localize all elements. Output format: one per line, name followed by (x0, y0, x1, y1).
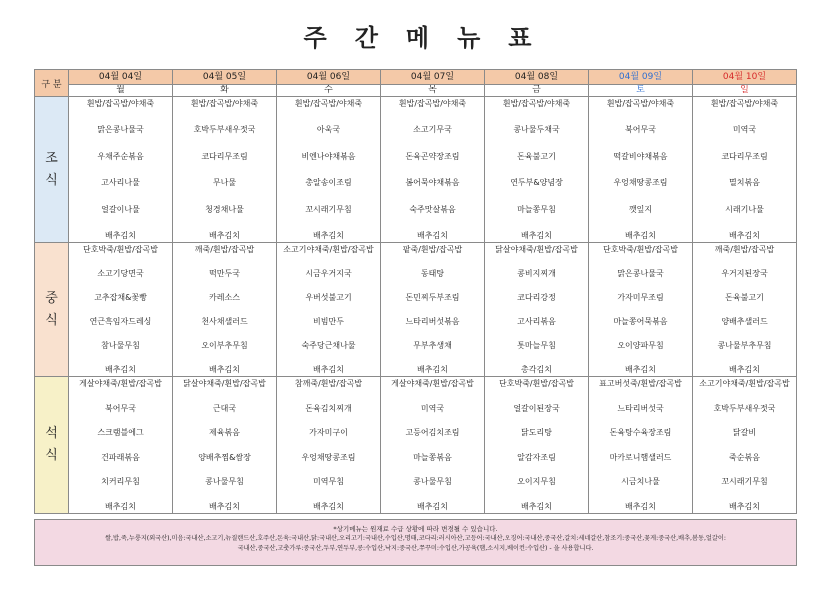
lunch-cell-thu (381, 243, 485, 377)
date-wed: 04월 06일 (277, 70, 381, 85)
menu-item: 떡갈비야채볶음 (613, 151, 668, 161)
menu-item: 호박두부새우젓국 (193, 125, 256, 135)
menu-item: 돈민찌두부조림 (405, 293, 460, 302)
dinner-cell-wed (277, 377, 381, 514)
menu-item: 치커리무침 (101, 477, 140, 487)
menu-item: 미역국 (732, 125, 757, 135)
menu-item: 단호박죽/흰밥/잡곡밥 (499, 379, 574, 388)
breakfast-cell-tue (173, 97, 277, 243)
menu-item: 배추김치 (417, 501, 448, 511)
dinner-cell-mon (69, 377, 173, 514)
menu-item: 무부추생채 (413, 341, 452, 350)
menu-item: 돈육김치찌개 (305, 403, 352, 413)
date-tue: 04월 05일 (173, 70, 277, 85)
menu-item: 카레소스 (209, 293, 240, 302)
lunch-row (35, 243, 797, 377)
lunch-label: 중 식 (35, 243, 69, 377)
menu-item: 연두부&양념장 (510, 178, 563, 188)
menu-item: 마늘쫑어묵볶음 (613, 317, 668, 326)
menu-item: 청경채나물 (205, 204, 244, 214)
day-sat: 토 (589, 85, 693, 97)
menu-item: 오이지무침 (517, 477, 556, 487)
menu-item: 소고기야채죽/흰밥/잡곡밥 (283, 245, 374, 254)
menu-item-list (485, 377, 588, 513)
menu-item: 흰밥/잡곡밥/야채죽 (710, 99, 779, 108)
day-mon: 월 (69, 85, 173, 97)
menu-item-list (589, 243, 692, 376)
menu-item: 호박두부새우젓국 (713, 403, 776, 413)
menu-item: 고추잡채&꽃빵 (94, 293, 147, 302)
menu-item: 배추김치 (209, 501, 240, 511)
menu-item: 우거지된장국 (721, 269, 768, 278)
menu-item: 닭갈비 (732, 428, 757, 438)
menu-item: 배추김치 (625, 365, 656, 374)
menu-item: 아욱국 (316, 125, 341, 135)
menu-item: 닭도리탕 (521, 428, 552, 438)
menu-item: 떡만두국 (209, 269, 240, 278)
menu-item: 마카로니햄샐러드 (609, 452, 672, 462)
menu-item-list (173, 377, 276, 513)
menu-item: 오이부추무침 (201, 341, 248, 350)
menu-item: 맑은콩나물국 (97, 125, 144, 135)
menu-item: 돈육불고기 (517, 151, 556, 161)
lunch-cell-wed (277, 243, 381, 377)
menu-item: 돈육곤약장조림 (405, 151, 460, 161)
menu-item: 배추김치 (729, 501, 760, 511)
menu-item: 콩나물두채국 (513, 125, 560, 135)
menu-item-list (69, 97, 172, 242)
menu-item: 콩나물부추무침 (717, 341, 772, 350)
menu-item: 콩비지찌개 (517, 269, 556, 278)
menu-item: 비빔만두 (313, 317, 344, 326)
menu-item: 고사리나물 (101, 178, 140, 188)
menu-item: 닭살야채죽/흰밥/잡곡밥 (183, 379, 266, 388)
menu-item: 배추김치 (313, 365, 344, 374)
menu-item: 소고기무국 (413, 125, 452, 135)
page-title: 주간메뉴표 (303, 24, 560, 52)
dinner-row (35, 377, 797, 514)
menu-item: 연근흑임자드레싱 (89, 317, 152, 326)
menu-item: 배추김치 (729, 365, 760, 374)
menu-item: 숙주맛살볶음 (409, 204, 456, 214)
weekly-menu-table (34, 69, 797, 514)
day-wed: 수 (277, 85, 381, 97)
menu-item: 양배추찜&쌈장 (198, 452, 251, 462)
dinner-cell-sun (693, 377, 797, 514)
menu-item: 배추김치 (729, 230, 760, 240)
menu-item: 얼갈이된장국 (513, 403, 560, 413)
menu-item: 게살야채죽/흰밥/잡곡밥 (79, 379, 162, 388)
menu-item: 우채주순볶음 (97, 151, 144, 161)
menu-item: 소고기당면국 (97, 269, 144, 278)
menu-item: 배추김치 (105, 365, 136, 374)
menu-item: 배추김치 (209, 230, 240, 240)
menu-item-list (693, 377, 796, 513)
menu-item-list (381, 243, 484, 376)
menu-item: 시금치나물 (621, 477, 660, 487)
menu-item: 콩나물무침 (413, 477, 452, 487)
menu-item-list (589, 97, 692, 242)
menu-item: 고사리볶음 (517, 317, 556, 326)
menu-item: 느타리버섯볶음 (405, 317, 460, 326)
menu-item: 닭살야채죽/흰밥/잡곡밥 (495, 245, 578, 254)
menu-item: 흰밥/잡곡밥/야채죽 (502, 99, 571, 108)
menu-item: 느타리버섯국 (617, 403, 664, 413)
menu-item: 꼬시래기무침 (721, 477, 768, 487)
menu-item: 돈육탕수육장조림 (609, 428, 672, 438)
menu-item-list (381, 97, 484, 242)
menu-item: 팥죽/흰밥/잡곡밥 (402, 245, 463, 254)
menu-item: 마늘쫑볶음 (413, 452, 452, 462)
menu-item: 무나물 (212, 178, 237, 188)
menu-item: 우엉채땅콩조림 (613, 178, 668, 188)
menu-item-list (693, 243, 796, 376)
menu-item: 건파래볶음 (101, 452, 140, 462)
menu-item: 흰밥/잡곡밥/야채죽 (86, 99, 155, 108)
day-thu: 목 (381, 85, 485, 97)
menu-item: 참깨죽/흰밥/잡곡밥 (294, 379, 363, 388)
lunch-cell-sat (589, 243, 693, 377)
menu-item-list (69, 243, 172, 376)
menu-item: 북어무국 (625, 125, 656, 135)
menu-item: 흰밥/잡곡밥/야채죽 (294, 99, 363, 108)
menu-item-list (693, 97, 796, 242)
menu-item: 돈육불고기 (725, 293, 764, 302)
breakfast-cell-fri (485, 97, 589, 243)
menu-item-list (173, 97, 276, 242)
dinner-cell-fri (485, 377, 589, 514)
lunch-cell-tue (173, 243, 277, 377)
dinner-cell-thu (381, 377, 485, 514)
menu-item: 배추김치 (105, 501, 136, 511)
menu-item: 배추김치 (521, 501, 552, 511)
menu-item: 우엉채땅콩조림 (301, 452, 356, 462)
menu-item: 가자미구이 (309, 428, 348, 438)
date-sat: 04월 09일 (589, 70, 693, 85)
menu-item: 콩나물무침 (205, 477, 244, 487)
notes-origin-line-2: 국내산,중국산,고춧가루:중국산,두부,연두부,콩:수입산,낙지:중국산,쭈꾸미:수입산,가공육(햄,소시지,베이컨:수입산) - 을 사용합니다. (237, 545, 594, 552)
menu-item: 깻잎지 (628, 204, 653, 214)
menu-item-list (485, 97, 588, 242)
menu-item-list (277, 377, 380, 513)
menu-item: 시래기나물 (725, 204, 764, 214)
notes-origin-line-1: 쌀,밥,죽,누룽지(외국산),미음:국내산,소고기,뉴질랜드산,호주산,돈육:국내산,닭:국내산,오리고기:국내산,수입산,명태,코다리:러시아산,고등어:국내산,오징어:국내산,중국산,갈치:세네갈산,참조기:중국산,꽃게:중국산,배추,봄동,얼갈이: (105, 535, 726, 542)
menu-item: 흰밥/잡곡밥/야채죽 (190, 99, 259, 108)
menu-item-list (69, 377, 172, 513)
menu-item: 배추김치 (625, 501, 656, 511)
day-fri: 금 (485, 85, 589, 97)
menu-item: 시금우거지국 (305, 269, 352, 278)
notes-disclaimer: *상기메뉴는 원재료 수급 상황에 따라 변경될 수 있습니다. (333, 525, 498, 533)
date-mon: 04월 04일 (69, 70, 173, 85)
menu-item: 맑은콩나물국 (617, 269, 664, 278)
menu-item: 숙주당근채나물 (301, 341, 356, 350)
date-thu: 04월 07일 (381, 70, 485, 85)
breakfast-row (35, 97, 797, 243)
dinner-cell-tue (173, 377, 277, 514)
menu-item: 참나물무침 (101, 341, 140, 350)
menu-item: 단호박죽/흰밥/잡곡밥 (83, 245, 158, 254)
breakfast-cell-mon (69, 97, 173, 243)
menu-item: 배추김치 (521, 230, 552, 240)
header-day-row (35, 85, 797, 97)
breakfast-cell-sat (589, 97, 693, 243)
menu-item: 마늘쫑무침 (517, 204, 556, 214)
header-label: 구 분 (35, 70, 69, 97)
menu-item: 동태탕 (420, 269, 445, 278)
breakfast-cell-wed (277, 97, 381, 243)
menu-item: 배추김치 (313, 501, 344, 511)
menu-item-list (173, 243, 276, 376)
menu-item: 북어무국 (105, 403, 136, 413)
lunch-cell-mon (69, 243, 173, 377)
menu-item: 봄어묵야채볶음 (405, 178, 460, 188)
menu-item: 배추김치 (105, 230, 136, 240)
menu-item: 미역국 (420, 403, 445, 413)
menu-item: 흰밥/잡곡밥/야채죽 (398, 99, 467, 108)
menu-item: 가자미무조림 (617, 293, 664, 302)
menu-item: 배추김치 (417, 230, 448, 240)
menu-item: 배추김치 (625, 230, 656, 240)
menu-item: 멸치볶음 (729, 178, 760, 188)
menu-item: 양배추샐러드 (721, 317, 768, 326)
dinner-cell-sat (589, 377, 693, 514)
menu-item: 소고기야채죽/흰밥/잡곡밥 (699, 379, 790, 388)
lunch-cell-fri (485, 243, 589, 377)
header-date-row (35, 70, 797, 85)
date-sun: 04월 10일 (693, 70, 797, 85)
menu-item: 알감자조림 (517, 452, 556, 462)
menu-item: 톳마늘무침 (517, 341, 556, 350)
menu-item: 배추김치 (417, 365, 448, 374)
menu-item: 코다리무조림 (201, 151, 248, 161)
breakfast-label: 조 식 (35, 97, 69, 243)
day-tue: 화 (173, 85, 277, 97)
notes-box (34, 519, 797, 566)
menu-item: 미역무침 (313, 477, 344, 487)
lunch-cell-sun (693, 243, 797, 377)
day-sun: 일 (693, 85, 797, 97)
menu-item: 코다리강정 (517, 293, 556, 302)
breakfast-cell-thu (381, 97, 485, 243)
menu-item: 비엔나야채볶음 (301, 151, 356, 161)
menu-item: 흰밥/잡곡밥/야채죽 (606, 99, 675, 108)
menu-item: 우버섯불고기 (305, 293, 352, 302)
menu-item: 깨죽/흰밥/잡곡밥 (714, 245, 775, 254)
date-fri: 04월 08일 (485, 70, 589, 85)
breakfast-cell-sun (693, 97, 797, 243)
menu-item: 단호박죽/흰밥/잡곡밥 (603, 245, 678, 254)
menu-item-list (277, 97, 380, 242)
menu-item: 코다리무조림 (721, 151, 768, 161)
menu-item: 배추김치 (313, 230, 344, 240)
menu-item: 총각김치 (521, 365, 552, 374)
menu-item: 얼갈이나물 (101, 204, 140, 214)
menu-item-list (277, 243, 380, 376)
menu-item: 스크램블에그 (97, 428, 144, 438)
menu-item-list (485, 243, 588, 376)
menu-item: 표고버섯죽/흰밥/잡곡밥 (599, 379, 682, 388)
menu-item: 총알송이조림 (305, 178, 352, 188)
menu-item: 깨죽/흰밥/잡곡밥 (194, 245, 255, 254)
menu-item: 제육볶음 (209, 428, 240, 438)
menu-item: 고등어김치조림 (405, 428, 460, 438)
menu-item-list (381, 377, 484, 513)
menu-item-list (589, 377, 692, 513)
menu-item: 꼬시래기무침 (305, 204, 352, 214)
menu-item: 죽순볶음 (729, 452, 760, 462)
menu-item: 게살야채죽/흰밥/잡곡밥 (391, 379, 474, 388)
menu-item: 천사채샐러드 (201, 317, 248, 326)
menu-item: 배추김치 (209, 365, 240, 374)
menu-item: 오이양파무침 (617, 341, 664, 350)
dinner-label: 석 식 (35, 377, 69, 514)
menu-item: 근대국 (212, 403, 237, 413)
